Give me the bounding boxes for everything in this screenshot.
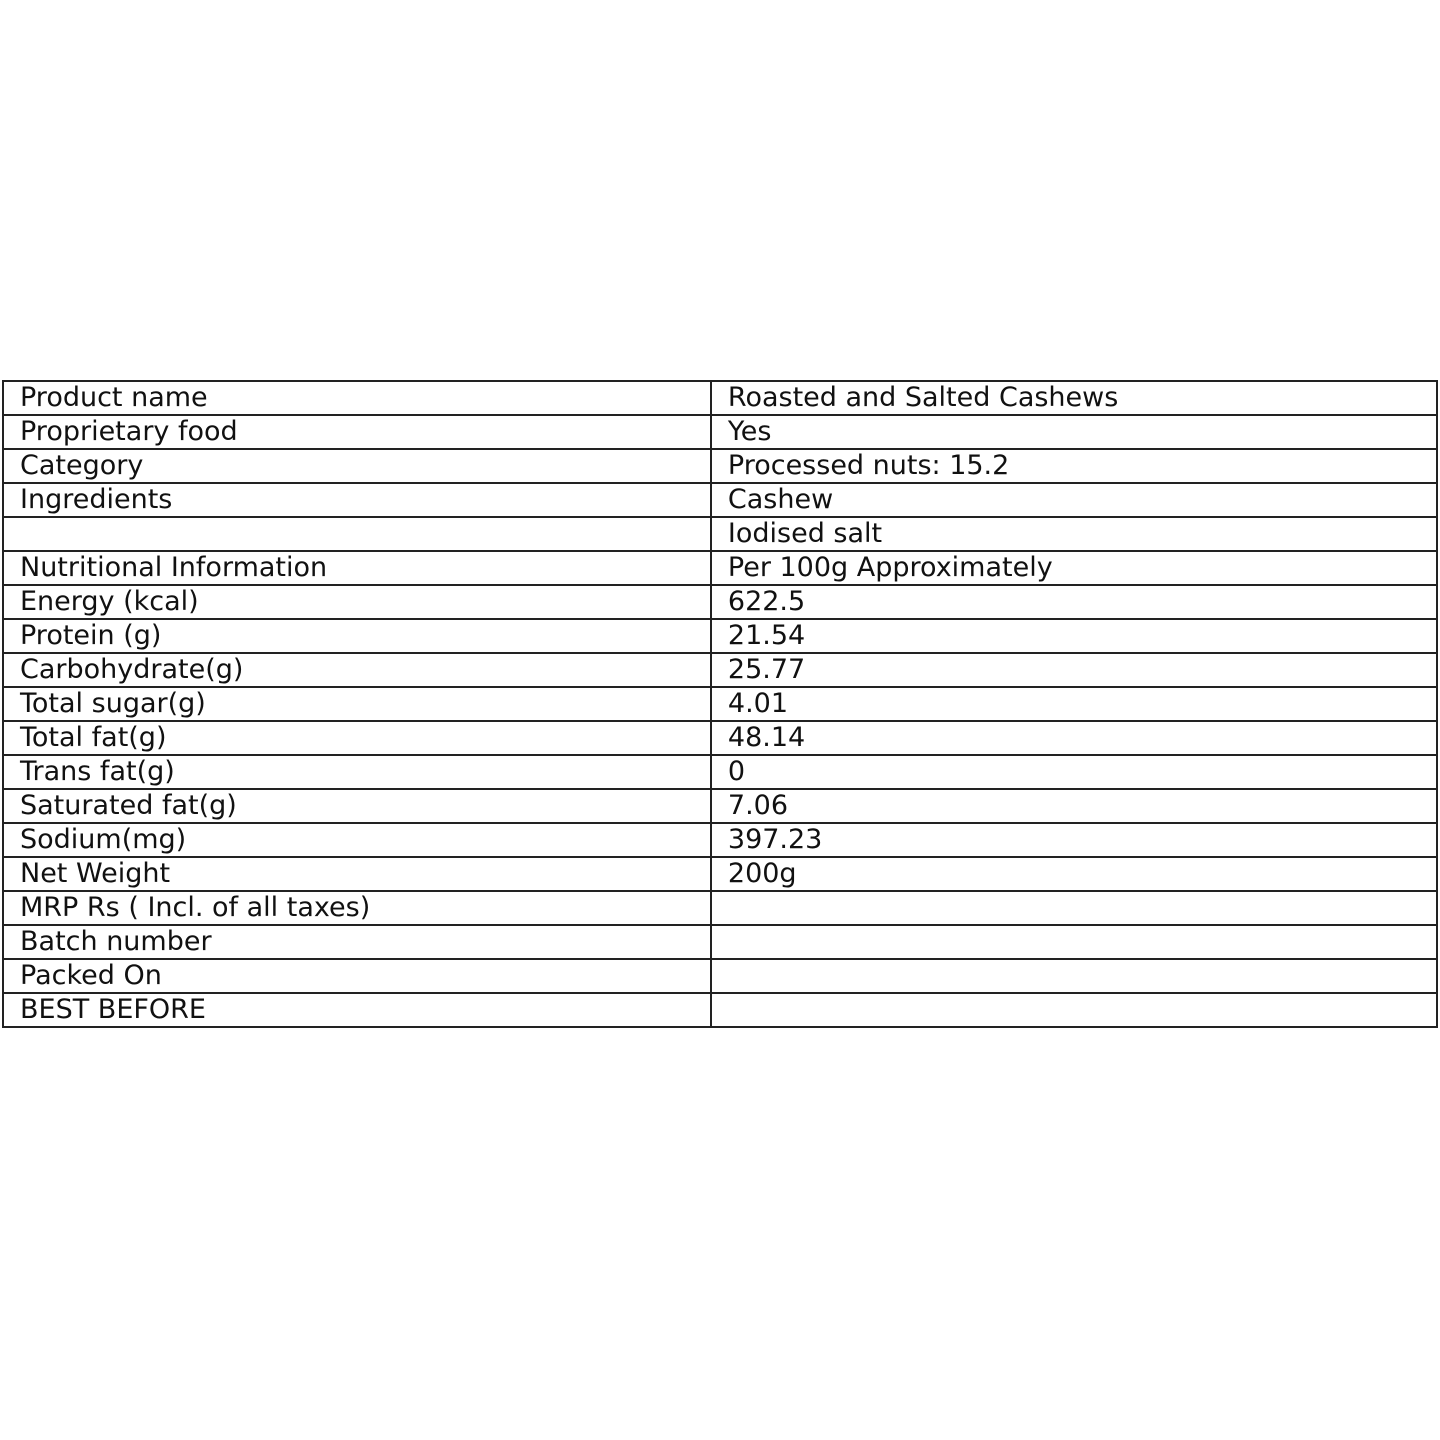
row-value: 48.14 [711, 721, 1437, 755]
table-row [3, 585, 1437, 619]
row-value: 7.06 [711, 789, 1437, 823]
row-label: Total sugar(g) [3, 687, 711, 721]
row-label: Proprietary food [3, 415, 711, 449]
table-row [3, 619, 1437, 653]
table-row [3, 551, 1437, 585]
row-label: Nutritional Information [3, 551, 711, 585]
table-row [3, 755, 1437, 789]
table-row [3, 721, 1437, 755]
row-value: 622.5 [711, 585, 1437, 619]
row-value: 25.77 [711, 653, 1437, 687]
row-value: Iodised salt [711, 517, 1437, 551]
row-value: Roasted and Salted Cashews [711, 381, 1437, 415]
table-row [3, 959, 1437, 993]
table-row [3, 993, 1437, 1027]
row-value [711, 891, 1437, 925]
row-value [711, 959, 1437, 993]
row-value: 4.01 [711, 687, 1437, 721]
table-row [3, 891, 1437, 925]
row-label: BEST BEFORE [3, 993, 711, 1027]
row-value: Per 100g Approximately [711, 551, 1437, 585]
row-label: Batch number [3, 925, 711, 959]
row-label: Protein (g) [3, 619, 711, 653]
row-label: Ingredients [3, 483, 711, 517]
row-value [711, 925, 1437, 959]
row-value: Processed nuts: 15.2 [711, 449, 1437, 483]
row-value: 21.54 [711, 619, 1437, 653]
row-label: Packed On [3, 959, 711, 993]
row-label: MRP Rs ( Incl. of all taxes) [3, 891, 711, 925]
row-label: Sodium(mg) [3, 823, 711, 857]
row-label: Energy (kcal) [3, 585, 711, 619]
product-info-table-body [3, 381, 1437, 1027]
table-row [3, 517, 1437, 551]
table-row [3, 687, 1437, 721]
row-value: 0 [711, 755, 1437, 789]
row-label: Trans fat(g) [3, 755, 711, 789]
row-value: 200g [711, 857, 1437, 891]
table-row [3, 823, 1437, 857]
row-value: 397.23 [711, 823, 1437, 857]
table-row [3, 449, 1437, 483]
row-value [711, 993, 1437, 1027]
row-label: Saturated fat(g) [3, 789, 711, 823]
table-row [3, 857, 1437, 891]
row-label: Net Weight [3, 857, 711, 891]
table-row [3, 381, 1437, 415]
table-row [3, 483, 1437, 517]
row-label: Total fat(g) [3, 721, 711, 755]
table-row [3, 789, 1437, 823]
row-label: Product name [3, 381, 711, 415]
row-label: Carbohydrate(g) [3, 653, 711, 687]
row-label [3, 517, 711, 551]
product-info-table [2, 380, 1438, 1028]
row-value: Cashew [711, 483, 1437, 517]
table-row [3, 415, 1437, 449]
row-value: Yes [711, 415, 1437, 449]
table-row [3, 653, 1437, 687]
table-row [3, 925, 1437, 959]
row-label: Category [3, 449, 711, 483]
